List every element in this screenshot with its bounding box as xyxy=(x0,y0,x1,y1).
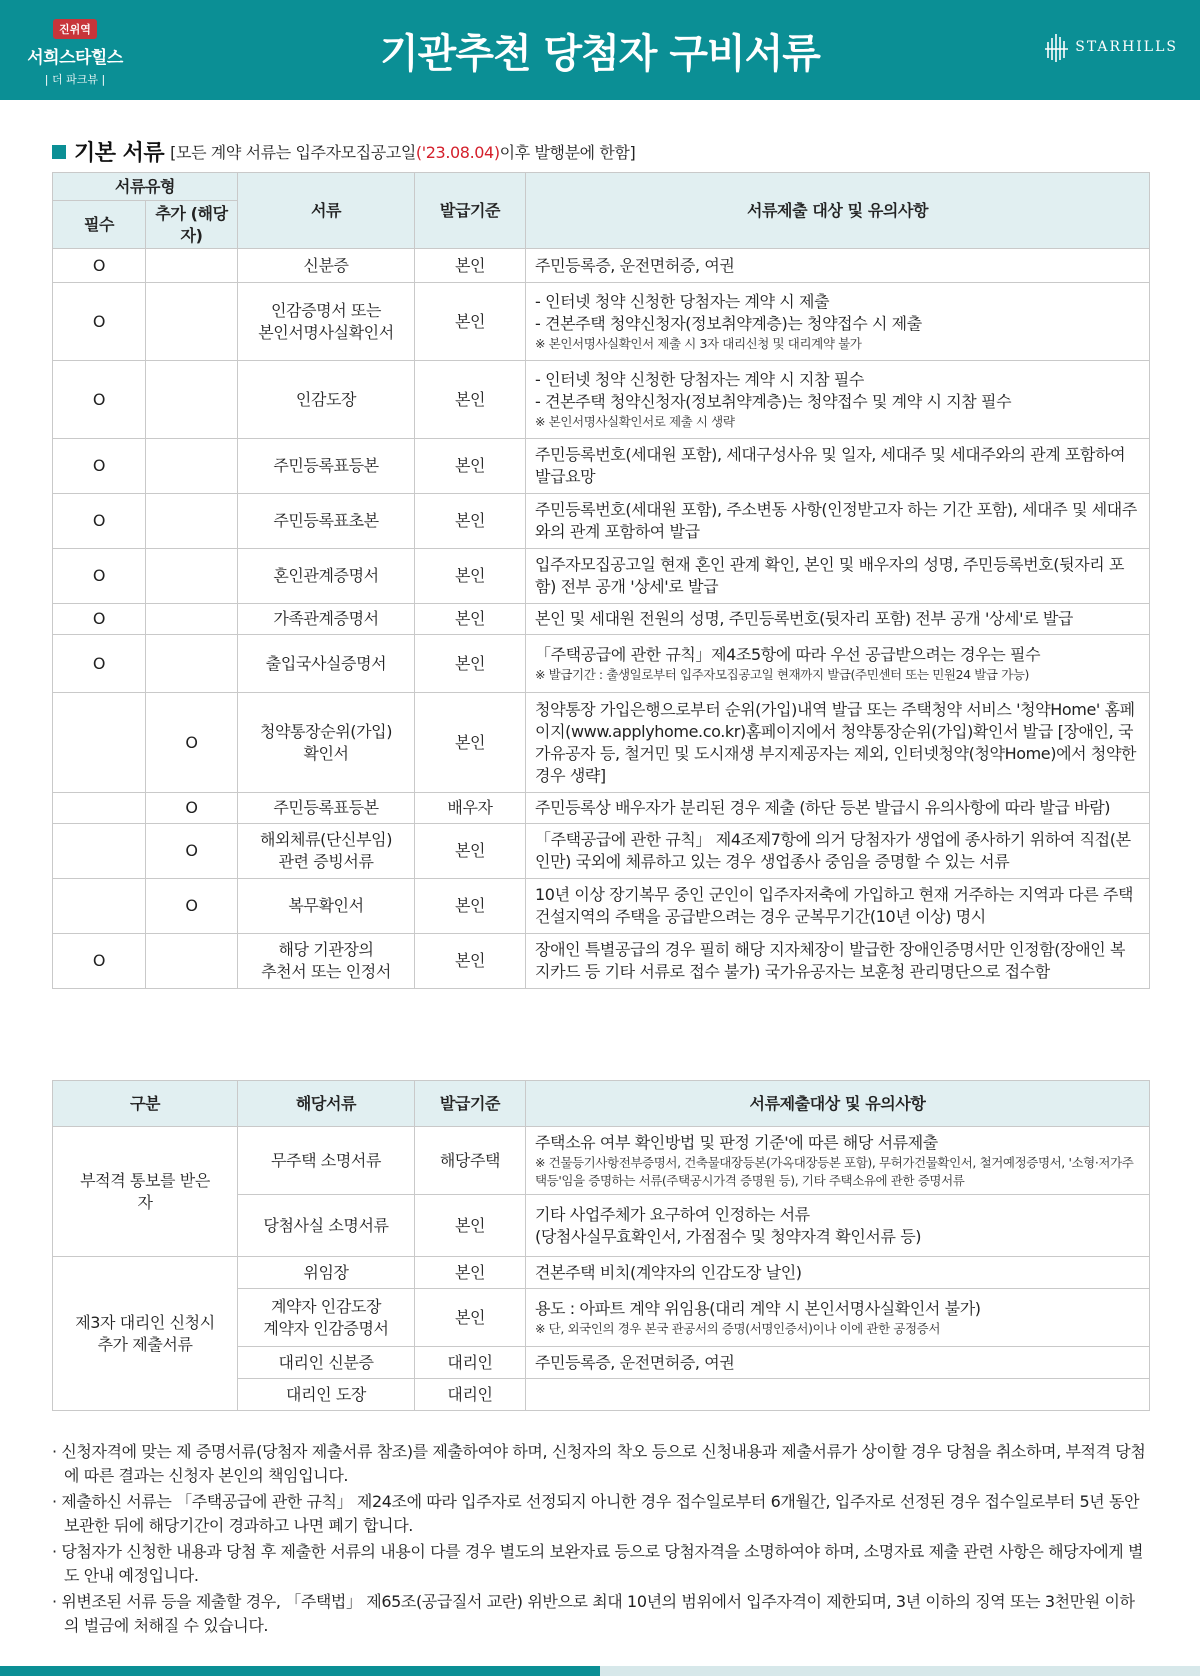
section-note xyxy=(170,140,635,163)
document-name: 계약자 인감증명서 xyxy=(263,1318,389,1338)
notes-cell xyxy=(526,439,1150,494)
notes-cell xyxy=(526,1379,1150,1411)
notes-line: 주민등록상 배우자가 분리된 경우 제출 (하단 등본 발급시 유의사항에 따라 발급 바람) xyxy=(535,798,1111,817)
header-required: 필수 xyxy=(53,201,146,249)
issue-basis: 해당주택 xyxy=(415,1127,526,1195)
document-name: 무주택 소명서류 xyxy=(270,1150,382,1170)
document-name: 본인서명사실확인서 xyxy=(258,322,394,342)
table2-body xyxy=(53,1127,1150,1411)
table-row xyxy=(53,549,1150,604)
document-cell xyxy=(238,361,415,439)
header-notes2: 서류제출대상 및 유의사항 xyxy=(526,1081,1150,1127)
additional-mark xyxy=(146,494,238,549)
document-cell xyxy=(238,824,415,879)
issue-basis: 본인 xyxy=(415,824,526,879)
brand-badge: 진위역 xyxy=(53,19,97,39)
header-notes: 서류제출 대상 및 유의사항 xyxy=(526,173,1150,249)
notes-line: - 인터넷 청약 신청한 당첨자는 계약 시 지참 필수 xyxy=(535,369,864,389)
document-name: 출입국사실증명서 xyxy=(265,653,387,673)
additional-mark: O xyxy=(146,879,238,934)
notes-line: 10년 이상 장기복무 중인 군인이 입주자저축에 가입하고 현재 거주하는 지역과 다른 주택건설지역의 주택을 공급받으려는 경우 군복무기간(10년 이상) 명시 xyxy=(535,885,1134,926)
notes-cell xyxy=(526,249,1150,283)
additional-mark xyxy=(146,283,238,361)
issue-basis: 본인 xyxy=(415,494,526,549)
square-bullet-icon xyxy=(52,145,66,159)
table-row xyxy=(53,361,1150,439)
category-cell: 부적격 통보를 받은자 xyxy=(53,1127,238,1257)
brand-name: 서희스타힐스 xyxy=(27,48,123,68)
document-name: 인감도장 xyxy=(295,389,357,409)
document-cell xyxy=(238,879,415,934)
table-row xyxy=(53,604,1150,635)
notes-remark: ※ 단, 외국인의 경우 본국 관공서의 증명(서명인증서)이나 이에 관한 공정증서 xyxy=(535,1320,941,1336)
notes-cell xyxy=(526,793,1150,824)
notes-line: - 견본주택 청약신청자(정보취약계층)는 청약접수 시 제출 xyxy=(535,313,922,333)
document-name: 복무확인서 xyxy=(288,896,364,915)
document-name: 주민등록표초본 xyxy=(273,511,379,530)
document-name: 혼인관계증명서 xyxy=(273,566,379,585)
additional-mark: O xyxy=(146,693,238,793)
page-title: 기관추천 당첨자 구비서류 xyxy=(380,31,820,77)
required-mark xyxy=(53,693,146,793)
notes-cell xyxy=(526,934,1150,989)
table-row xyxy=(53,1257,1150,1289)
notes-line: 「주택공급에 관한 규칙」 제4조제7항에 의거 당첨자가 생업에 종사하기 위하여 직접(본인만) 국외에 체류하고 있는 경우 생업종사 중임을 증명할 수 있는 서류 xyxy=(535,830,1131,871)
notes-line: 용도 : 아파트 계약 위임용(대리 계약 시 본인서명사실확인서 불가) xyxy=(535,1298,981,1318)
issue-basis: 대리인 xyxy=(415,1379,526,1411)
document-cell xyxy=(238,283,415,361)
header-issue: 발급기준 xyxy=(415,173,526,249)
additional-mark xyxy=(146,635,238,693)
notes-cell xyxy=(526,1289,1150,1347)
notes-line: 주택소유 여부 확인방법 및 판정 기준'에 따른 해당 서류제출 xyxy=(535,1132,938,1152)
document-name: 대리인 도장 xyxy=(286,1384,366,1404)
starhills-mark-icon xyxy=(1045,32,1069,62)
document-cell xyxy=(238,793,415,824)
table1-body xyxy=(53,249,1150,989)
footer-bar-light xyxy=(600,1666,1200,1676)
document-cell xyxy=(238,549,415,604)
notes-cell xyxy=(526,1195,1150,1257)
notes-remark: ※ 본인서명사실확인서로 제출 시 생략 xyxy=(535,413,735,429)
note-pre: [모든 계약 서류는 입주자모집공고일 xyxy=(170,143,416,162)
notes-line: (당첨사실무효확인서, 가점점수 및 청약자격 확인서류 등) xyxy=(535,1226,922,1246)
notes-line: 입주자모집공고일 현재 혼인 관계 확인, 본인 및 배우자의 성명, 주민등록번호(뒷자리 포함) 전부 공개 '상세'로 발급 xyxy=(535,555,1125,596)
notes-cell xyxy=(526,283,1150,361)
issue-basis: 본인 xyxy=(415,249,526,283)
footer-bar-accent xyxy=(0,1666,600,1676)
table-row xyxy=(53,793,1150,824)
notes-cell xyxy=(526,1127,1150,1195)
table-row xyxy=(53,635,1150,693)
notes-line: 본인 및 세대원 전원의 성명, 주민등록번호(뒷자리 포함) 전부 공개 '상세'로 발급 xyxy=(535,609,1073,628)
section-heading xyxy=(52,136,635,167)
category-cell: 제3자 대리인 신청시 추가 제출서류 xyxy=(53,1257,238,1411)
document-cell xyxy=(238,635,415,693)
document-name: 가족관계증명서 xyxy=(273,609,379,628)
notes-cell xyxy=(526,635,1150,693)
document-name: 계약자 인감도장 xyxy=(270,1296,382,1316)
notes-remark: ※ 본인서명사실확인서 제출 시 3자 대리신청 및 대리계약 불가 xyxy=(535,335,862,351)
issue-basis: 본인 xyxy=(415,635,526,693)
footnote: · 위변조된 서류 등을 제출할 경우, 「주택법」 제65조(공급질서 교란) 위반으로 최대 10년의 범위에서 입주자격이 제한되며, 3년 이하의 징역 또는 3천만원 이하의 벌금에 처해질 수 있습니다. xyxy=(52,1592,1135,1635)
document-cell xyxy=(238,1347,415,1379)
document-name: 해외체류(단신부임) xyxy=(259,830,393,849)
issue-basis: 본인 xyxy=(415,879,526,934)
required-mark: O xyxy=(53,635,146,693)
notes-remark: ※ 건물등기사항전부증명서, 건축물대장등본(가옥대장등본 포함), 무허가건물확인서, 철거예정증명서, '소형·저가주택등'임을 증명하는 서류(주택공시가격 증명원 등), 기타 주택소유에 관한 증명서류 xyxy=(535,1154,1134,1188)
additional-documents-table xyxy=(52,1080,1150,1411)
notes-line: - 인터넷 청약 신청한 당첨자는 계약 시 제출 xyxy=(535,291,830,311)
issue-basis: 본인 xyxy=(415,439,526,494)
notes-cell xyxy=(526,494,1150,549)
additional-mark xyxy=(146,604,238,635)
header-document: 서류 xyxy=(238,173,415,249)
issue-basis: 본인 xyxy=(415,1195,526,1257)
brand-sub: | 더 파크뷰 | xyxy=(44,73,106,86)
document-name: 인감증명서 또는 xyxy=(270,300,382,320)
document-name: 해당 기관장의 xyxy=(278,940,374,959)
table-row xyxy=(53,934,1150,989)
table-row xyxy=(53,494,1150,549)
notes-line: 주민등록증, 운전면허증, 여권 xyxy=(535,1352,735,1372)
document-cell xyxy=(238,1195,415,1257)
header-additional: 추가 (해당자) xyxy=(146,201,238,249)
footnote: · 신청자격에 맞는 제 증명서류(당첨자 제출서류 참조)를 제출하여야 하며, 신청자의 착오 등으로 신청내용과 제출서류가 상이할 경우 당첨을 취소하며, 부적격 당첨에 따른 결과는 신청자 본인의 책임입니다. xyxy=(52,1442,1146,1485)
notes-cell xyxy=(526,361,1150,439)
starhills-logo xyxy=(1045,32,1178,62)
document-name: 청약통장순위(가입) xyxy=(259,721,393,741)
additional-mark: O xyxy=(146,824,238,879)
document-cell xyxy=(238,693,415,793)
document-cell xyxy=(238,934,415,989)
required-mark: O xyxy=(53,439,146,494)
required-mark xyxy=(53,793,146,824)
required-mark: O xyxy=(53,361,146,439)
issue-basis: 본인 xyxy=(415,934,526,989)
document-name: 주민등록표등본 xyxy=(273,456,379,475)
notes-line: 기타 사업주체가 요구하여 인정하는 서류 xyxy=(535,1204,810,1224)
document-name: 확인서 xyxy=(303,743,349,763)
table-row xyxy=(53,1127,1150,1195)
document-name: 위임장 xyxy=(303,1262,349,1282)
document-name: 주민등록표등본 xyxy=(273,798,379,817)
required-mark: O xyxy=(53,249,146,283)
document-cell xyxy=(238,1257,415,1289)
document-name: 추천서 또는 인정서 xyxy=(261,962,391,981)
table-row xyxy=(53,879,1150,934)
additional-mark xyxy=(146,439,238,494)
required-mark: O xyxy=(53,604,146,635)
notes-line: - 견본주택 청약신청자(정보취약계층)는 청약접수 및 계약 시 지참 필수 xyxy=(535,391,1012,411)
notes-cell xyxy=(526,549,1150,604)
required-mark: O xyxy=(53,934,146,989)
document-name: 대리인 신분증 xyxy=(278,1352,374,1372)
required-mark: O xyxy=(53,494,146,549)
document-name: 관련 증빙서류 xyxy=(278,852,374,871)
header-issue2: 발급기준 xyxy=(415,1081,526,1127)
notes-cell xyxy=(526,693,1150,793)
notes-cell xyxy=(526,879,1150,934)
additional-mark xyxy=(146,249,238,283)
table-row xyxy=(53,824,1150,879)
document-cell xyxy=(238,604,415,635)
required-mark xyxy=(53,879,146,934)
notes-cell xyxy=(526,604,1150,635)
page-header xyxy=(0,0,1200,100)
issue-basis: 본인 xyxy=(415,283,526,361)
notes-line: 장애인 특별공급의 경우 필히 해당 지자체장이 발급한 장애인증명서만 인정함(장애인 복지카드 등 기타 서류로 접수 불가) 국가유공자는 보훈청 관리명단으로 접수함 xyxy=(535,940,1126,981)
document-cell xyxy=(238,249,415,283)
required-mark: O xyxy=(53,549,146,604)
notes-remark: ※ 발급기간 : 출생일로부터 입주자모집공고일 현재까지 발급(주민센터 또는 민원24 발급 가능) xyxy=(535,666,1029,682)
notes-line: 「주택공급에 관한 규칙」제4조5항에 따라 우선 공급받으려는 경우는 필수 xyxy=(535,644,1041,664)
header-type-group: 서류유형 xyxy=(53,173,238,201)
notes-line: 견본주택 비치(계약자의 인감도장 날인) xyxy=(535,1262,802,1282)
footnotes xyxy=(52,1440,1149,1640)
document-name: 신분증 xyxy=(303,255,349,275)
additional-mark xyxy=(146,934,238,989)
issue-basis: 본인 xyxy=(415,361,526,439)
issue-basis: 본인 xyxy=(415,1289,526,1347)
footnote: · 제출하신 서류는 「주택공급에 관한 규칙」 제24조에 따라 입주자로 선정되지 아니한 경우 접수일로부터 6개월간, 입주자로 선정된 경우 접수일로부터 5년 동안 보관한 뒤에 해당기간이 경과하고 나면 폐기 합니다. xyxy=(52,1492,1140,1535)
additional-mark xyxy=(146,361,238,439)
note-post: 이후 발행분에 한함] xyxy=(499,143,636,162)
document-cell xyxy=(238,1289,415,1347)
table-row xyxy=(53,249,1150,283)
required-mark xyxy=(53,824,146,879)
notes-line: 주민등록증, 운전면허증, 여권 xyxy=(535,255,735,275)
issue-basis: 본인 xyxy=(415,549,526,604)
issue-basis: 대리인 xyxy=(415,1347,526,1379)
notes-cell xyxy=(526,824,1150,879)
additional-mark: O xyxy=(146,793,238,824)
table-row xyxy=(53,283,1150,361)
notes-line: 청약통장 가입은행으로부터 순위(가입)내역 발급 또는 주택청약 서비스 '청약Home' 홈페이지(www.applyhome.co.kr)홈페이지에서 청약통장순위(가입)확인서 발급 [장애인, 국가유공자 등, 철거민 및 도시재생 부지제공자는 제외, 인터넷청약(청약Home)에서 청약한 경우 생략] xyxy=(535,699,1137,785)
notes-cell xyxy=(526,1257,1150,1289)
header-category: 구분 xyxy=(53,1081,238,1127)
table-row xyxy=(53,439,1150,494)
required-mark: O xyxy=(53,283,146,361)
note-date: ('23.08.04) xyxy=(415,143,500,162)
notes-line: 주민등록번호(세대원 포함), 세대구성사유 및 일자, 세대주 및 세대주와의 관계 포함하여 발급요망 xyxy=(535,445,1126,486)
basic-documents-table xyxy=(52,172,1150,989)
document-cell xyxy=(238,1127,415,1195)
document-name: 당첨사실 소명서류 xyxy=(263,1215,389,1235)
additional-mark xyxy=(146,549,238,604)
starhills-text: STARHILLS xyxy=(1075,39,1178,55)
issue-basis: 배우자 xyxy=(415,793,526,824)
section-title: 기본 서류 xyxy=(74,141,165,166)
table-row xyxy=(53,693,1150,793)
header-document2: 해당서류 xyxy=(238,1081,415,1127)
issue-basis: 본인 xyxy=(415,693,526,793)
document-cell xyxy=(238,439,415,494)
issue-basis: 본인 xyxy=(415,1257,526,1289)
document-cell xyxy=(238,1379,415,1411)
notes-line: 주민등록번호(세대원 포함), 주소변동 사항(인정받고자 하는 기간 포함), 세대주 및 세대주와의 관계 포함하여 발급 xyxy=(535,500,1137,541)
issue-basis: 본인 xyxy=(415,604,526,635)
notes-cell xyxy=(526,1347,1150,1379)
document-cell xyxy=(238,494,415,549)
footnote: · 당첨자가 신청한 내용과 당첨 후 제출한 서류의 내용이 다를 경우 별도의 보완자료 등으로 당첨자격을 소명하여야 하며, 소명자료 제출 관련 사항은 해당자에게 별도 안내 예정입니다. xyxy=(52,1542,1144,1585)
